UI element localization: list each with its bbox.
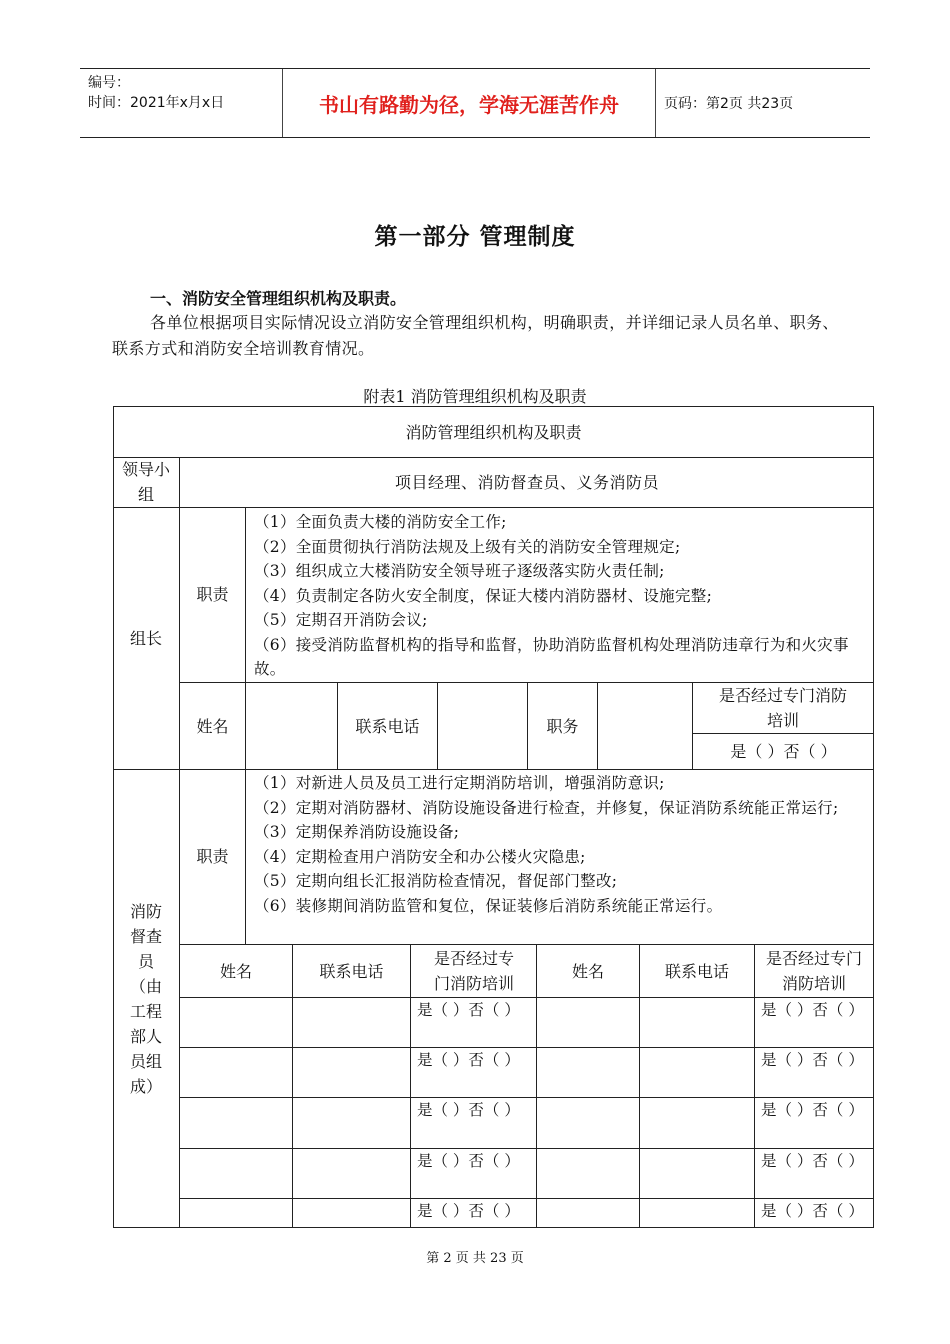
leader-group-label: 领导小组 — [121, 460, 170, 504]
inspector-duty-item: （6）装修期间消防监管和复位，保证装修后消防系统能正常运行。 — [254, 896, 723, 915]
inspector-col-phone: 联系电话 — [319, 961, 384, 981]
section-paragraph: 各单位根据项目实际情况设立消防安全管理组织机构，明确职责，并详细记录人员名单、职务、联系方式和消防安全培训教育情况。 — [112, 313, 839, 358]
inspector-training-cell[interactable]: 是（ ）否（ ） — [417, 1202, 520, 1220]
date-label: 时间：2021年x月x日 — [88, 95, 225, 111]
inspector-training-cell[interactable]: 是（ ）否（ ） — [417, 1152, 520, 1170]
inspector-col-name: 姓名 — [571, 961, 604, 981]
leader-group-members: 项目经理、消防督查员、义务消防员 — [394, 472, 659, 492]
inspector-duty-list — [254, 771, 866, 918]
leader-phone-value[interactable] — [438, 683, 527, 769]
leader-duty-list — [254, 510, 866, 682]
col-divider — [245, 769, 246, 944]
inspector-duty-item: （5）定期向组长汇报消防检查情况，督促部门整改; — [254, 872, 618, 890]
inspector-col-training: 是否经过专门消防培训 — [433, 949, 514, 993]
inspector-duty-item: （2）定期对消防器材、消防设施设备进行检查，并修复，保证消防系统能正常运行; — [254, 798, 839, 817]
inspector-training-cell[interactable]: 是（ ）否（ ） — [417, 1001, 520, 1019]
section-heading: 一、消防安全管理组织机构及职责。 — [150, 289, 407, 308]
leader-phone-label: 联系电话 — [355, 716, 420, 736]
inspector-training-cell[interactable]: 是（ ）否（ ） — [417, 1051, 520, 1069]
inspector-training-cell[interactable]: 是（ ）否（ ） — [761, 1101, 864, 1119]
table-border-bottom — [113, 1227, 874, 1228]
inspector-training-cell[interactable]: 是（ ）否（ ） — [761, 1051, 864, 1069]
inspector-duty-item: （1）对新进人员及员工进行定期消防培训，增强消防意识; — [254, 774, 665, 792]
inspector-training-cell[interactable]: 是（ ）否（ ） — [761, 1152, 864, 1170]
inspector-col-phone: 联系电话 — [664, 961, 729, 981]
leader-position-label: 职务 — [546, 716, 579, 736]
table-caption: 附表1 消防管理组织机构及职责 — [363, 387, 587, 406]
leader-training-value[interactable]: 是（ ）否（ ） — [730, 742, 837, 761]
leader-name-label: 姓名 — [196, 716, 229, 736]
leader-label: 组长 — [129, 628, 162, 648]
leader-position-value[interactable] — [598, 683, 692, 769]
inspector-duty-item: （4）定期检查用户消防安全和办公楼火灾隐患; — [254, 847, 586, 866]
leader-duty-item: （2）全面贯彻执行消防法规及上级有关的消防安全管理规定; — [254, 537, 681, 556]
doc-number-label: 编号： — [88, 75, 130, 91]
leader-duty-item: （6）接受消防监督机构的指导和监督，协助消防监督机构处理消防违章行为和火灾事故。 — [254, 635, 849, 678]
leader-duty-item: （5）定期召开消防会议; — [254, 611, 428, 629]
inspector-label: 消防督查员（由工程部人员组成） — [129, 901, 162, 1096]
inspector-col-training: 是否经过专门消防培训 — [765, 949, 862, 993]
header-page-info: 页码：第2页 共23页 — [664, 96, 794, 112]
leader-training-label: 是否经过专门消防培训 — [718, 686, 847, 730]
table-border-right — [873, 406, 874, 1228]
inspector-training-cell[interactable]: 是（ ）否（ ） — [417, 1101, 520, 1119]
leader-duty-item: （4）负责制定各防火安全制度，保证大楼内消防器材、设施完整; — [254, 586, 713, 605]
inspector-col-name: 姓名 — [219, 961, 252, 981]
leader-name-value[interactable] — [246, 683, 337, 769]
col-divider — [245, 507, 246, 682]
inspector-duty-label: 职责 — [196, 847, 229, 866]
leader-duty-item: （3）组织成立大楼消防安全领导班子逐级落实防火责任制; — [254, 562, 665, 580]
inspector-training-cell[interactable]: 是（ ）否（ ） — [761, 1001, 864, 1019]
page-footer: 第 2 页 共 23 页 — [426, 1251, 524, 1266]
table-title-row: 消防管理组织机构及职责 — [405, 422, 582, 442]
header-motto: 书山有路勤为径，学海无涯苦作舟 — [283, 69, 656, 137]
inspector-duty-item: （3）定期保养消防设施设备; — [254, 823, 460, 841]
leader-duty-label: 职责 — [196, 585, 229, 604]
page-title: 第一部分 管理制度 — [374, 224, 576, 250]
inspector-training-cell[interactable]: 是（ ）否（ ） — [761, 1202, 864, 1220]
leader-duty-item: （1）全面负责大楼的消防安全工作; — [254, 513, 507, 531]
